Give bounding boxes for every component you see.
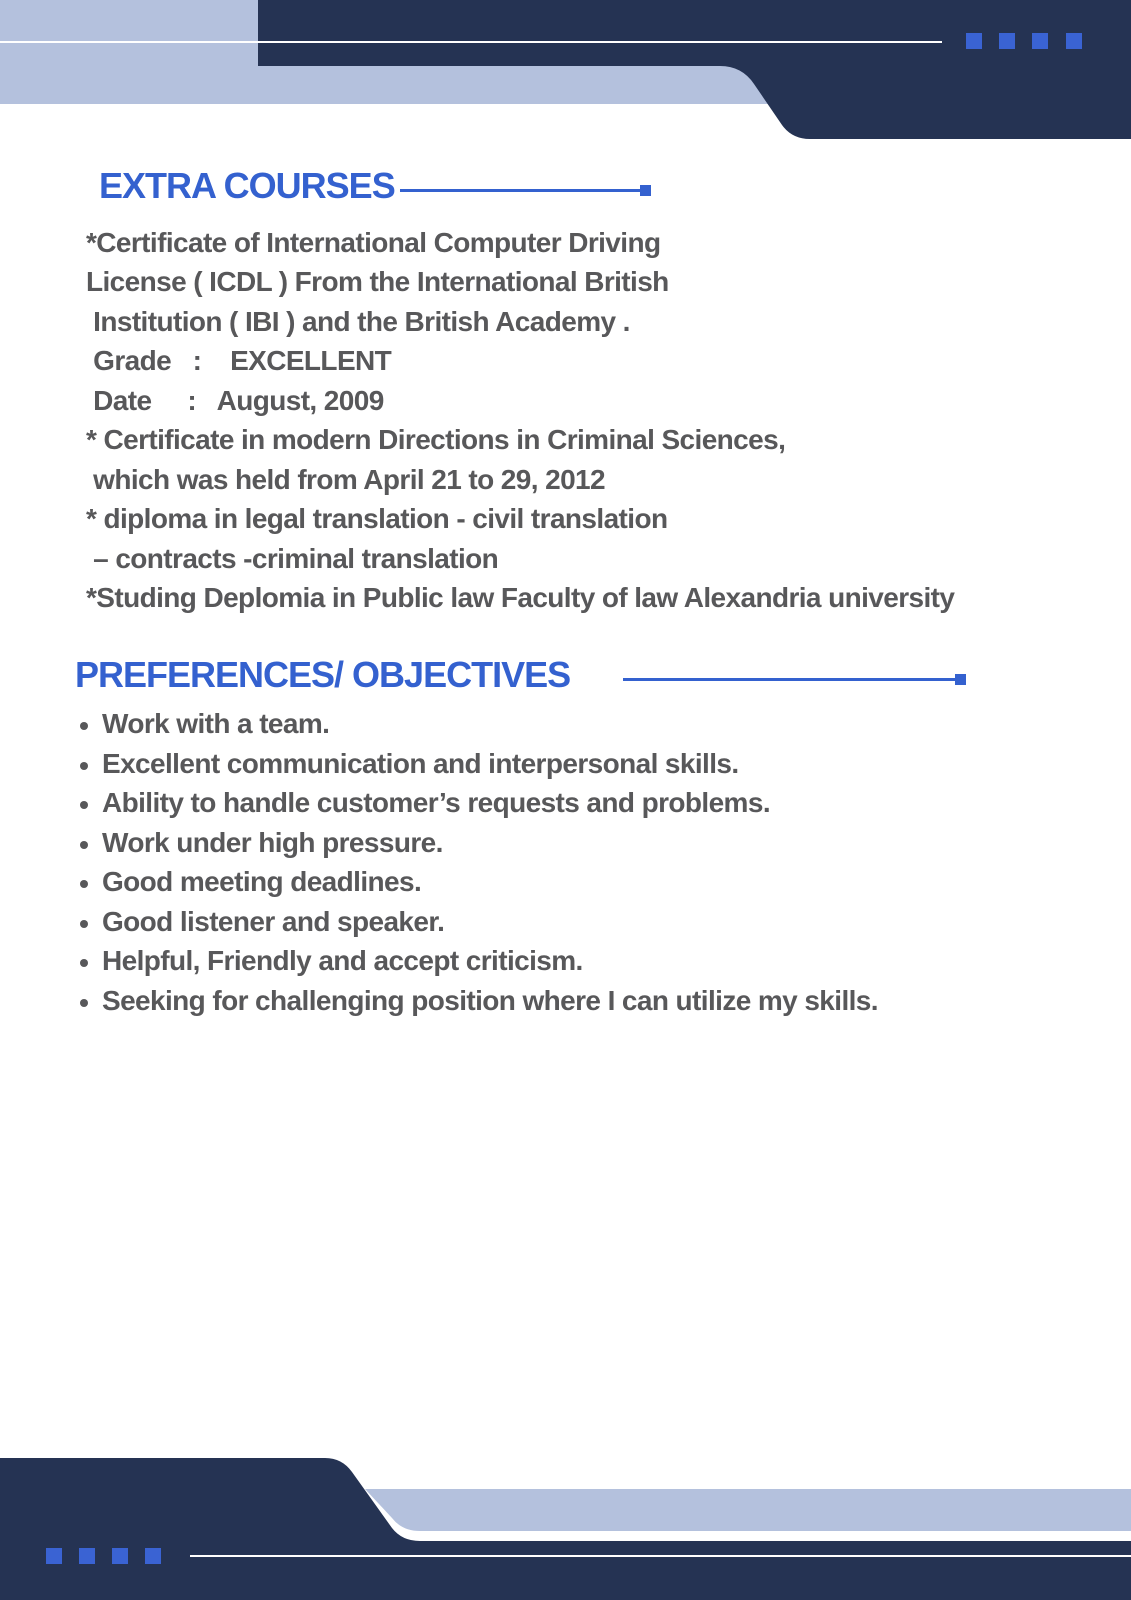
extra-courses-title: EXTRA COURSES <box>99 165 395 206</box>
list-item-text: Excellent communication and interpersonal skills. <box>102 748 739 779</box>
bullet-dot <box>80 880 88 888</box>
bullet-dot <box>80 762 88 770</box>
course-line: *Certificate of International Computer Driving <box>86 227 661 258</box>
course-line: Institution ( IBI ) and the British Academy . <box>86 306 630 337</box>
bullet-dot <box>80 920 88 928</box>
bullet-dot <box>80 801 88 809</box>
course-line: License ( ICDL ) From the International British <box>86 266 669 297</box>
list-item-text: Seeking for challenging position where I can utilize my skills. <box>102 985 878 1016</box>
list-item-text: Work with a team. <box>102 708 330 739</box>
preferences-title: PREFERENCES/ OBJECTIVES <box>75 654 571 695</box>
footer-square-2 <box>79 1548 95 1564</box>
list-item-text: Ability to handle customer’s requests and problems. <box>102 787 770 818</box>
course-line: *Studing Deplomia in Public law Faculty of law Alexandria university <box>86 582 955 613</box>
course-line: Date : August, 2009 <box>86 385 384 416</box>
list-item-text: Good meeting deadlines. <box>102 866 422 897</box>
header-square-3 <box>1032 33 1048 49</box>
header-square-1 <box>966 33 982 49</box>
bullet-dot <box>80 841 88 849</box>
course-line: * Certificate in modern Directions in Criminal Sciences, <box>86 424 786 455</box>
list-item-text: Work under high pressure. <box>102 827 443 858</box>
footer-square-3 <box>112 1548 128 1564</box>
course-line: which was held from April 21 to 29, 2012 <box>86 464 605 495</box>
header-square-2 <box>999 33 1015 49</box>
course-line: * diploma in legal translation - civil translation <box>86 503 668 534</box>
bullet-dot <box>80 959 88 967</box>
extra-courses-rule <box>400 189 645 192</box>
course-line: Grade : EXCELLENT <box>86 345 392 376</box>
list-item-text: Helpful, Friendly and accept criticism. <box>102 945 583 976</box>
preferences-rule-end <box>955 674 966 685</box>
footer-decoration <box>0 1455 1131 1600</box>
preferences-rule <box>623 678 956 681</box>
header-decoration <box>0 0 1131 140</box>
header-square-4 <box>1066 33 1082 49</box>
footer-square-1 <box>46 1548 62 1564</box>
extra-courses-rule-end <box>640 185 651 196</box>
bullet-dot <box>80 999 88 1007</box>
footer-square-4 <box>145 1548 161 1564</box>
list-item-text: Good listener and speaker. <box>102 906 445 937</box>
bullet-dot <box>80 722 88 730</box>
course-line: – contracts -criminal translation <box>86 543 499 574</box>
